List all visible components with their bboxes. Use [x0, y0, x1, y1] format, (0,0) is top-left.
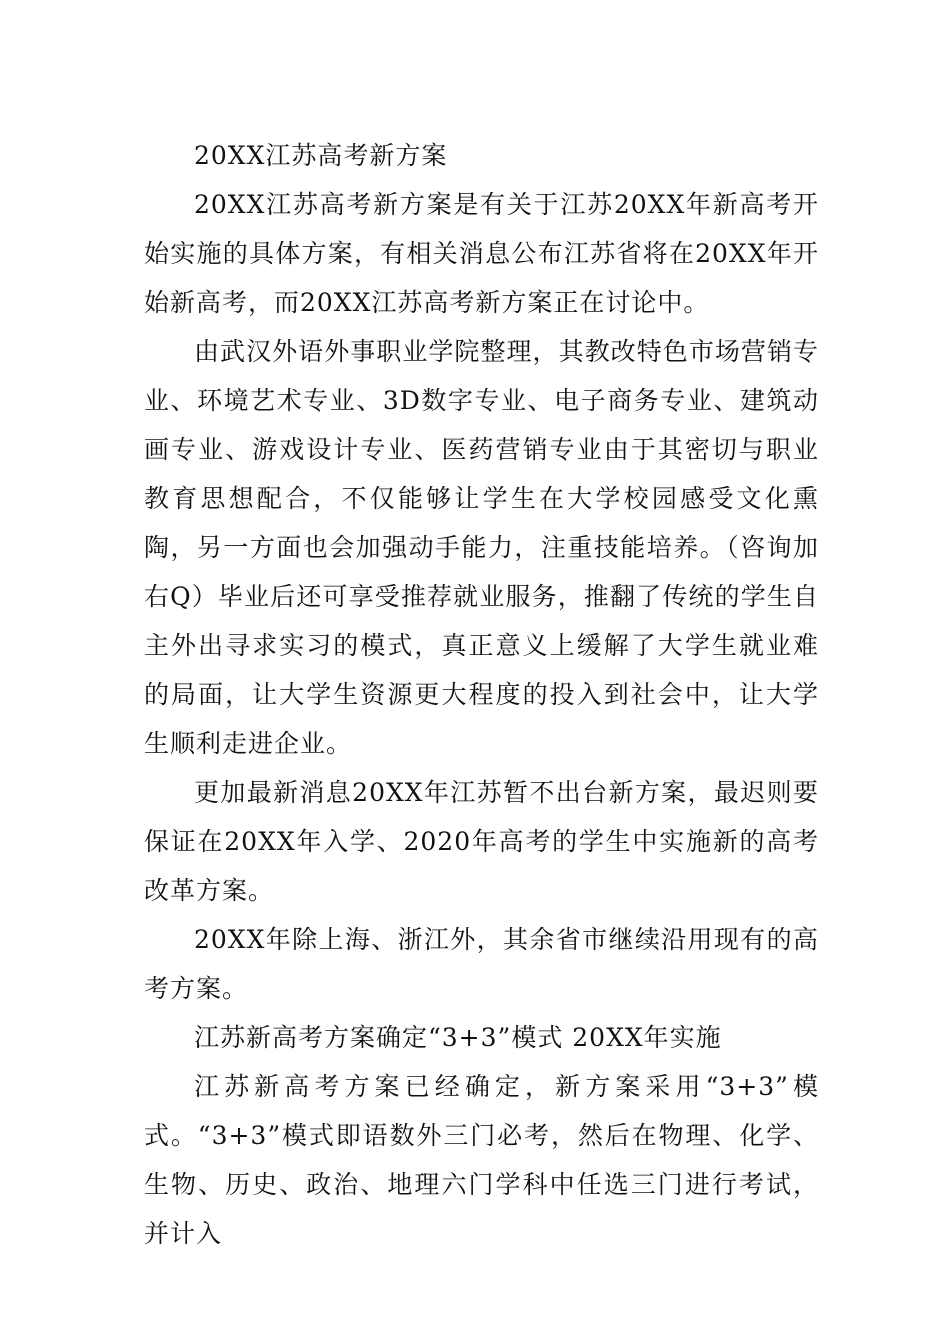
paragraph-latest-news: 更加最新消息20XX年江苏暂不出台新方案，最迟则要保证在20XX年入学、2020年高考的学生中实施新的高考改革方案。	[144, 778, 819, 905]
paragraph-3plus3-mode: 江苏新高考方案已经确定，新方案采用“3+3”模式。“3+3”模式即语数外三门必考，然后在物理、化学、生物、历史、政治、地理六门学科中任选三门进行考试，并计入	[144, 1072, 819, 1248]
section-heading-3plus3: 江苏新高考方案确定“3+3”模式 20XX年实施	[194, 1023, 722, 1052]
paragraph-intro: 20XX江苏高考新方案是有关于江苏20XX年新高考开始实施的具体方案，有相关消息公布江苏省将在20XX年开始新高考，而20XX江苏高考新方案正在讨论中。	[144, 190, 819, 317]
document-body	[144, 131, 819, 1258]
paragraph-college: 由武汉外语外事职业学院整理，其教改特色市场营销专业、环境艺术专业、3D数字专业、电子商务专业、建筑动画专业、游戏设计专业、医药营销专业由于其密切与职业教育思想配合，不仅能够让学生在大学校园感受文化熏陶，另一方面也会加强动手能力，注重技能培养。（咨询加右Q）毕业后还可享受推荐就业服务，推翻了传统的学生自主外出寻求实习的模式，真正意义上缓解了大学生就业难的局面，让大学生资源更大程度的投入到社会中，让大学生顺利走进企业。	[144, 337, 819, 758]
paragraph-other-provinces: 20XX年除上海、浙江外，其余省市继续沿用现有的高考方案。	[144, 925, 819, 1003]
document-title: 20XX江苏高考新方案	[194, 141, 448, 170]
